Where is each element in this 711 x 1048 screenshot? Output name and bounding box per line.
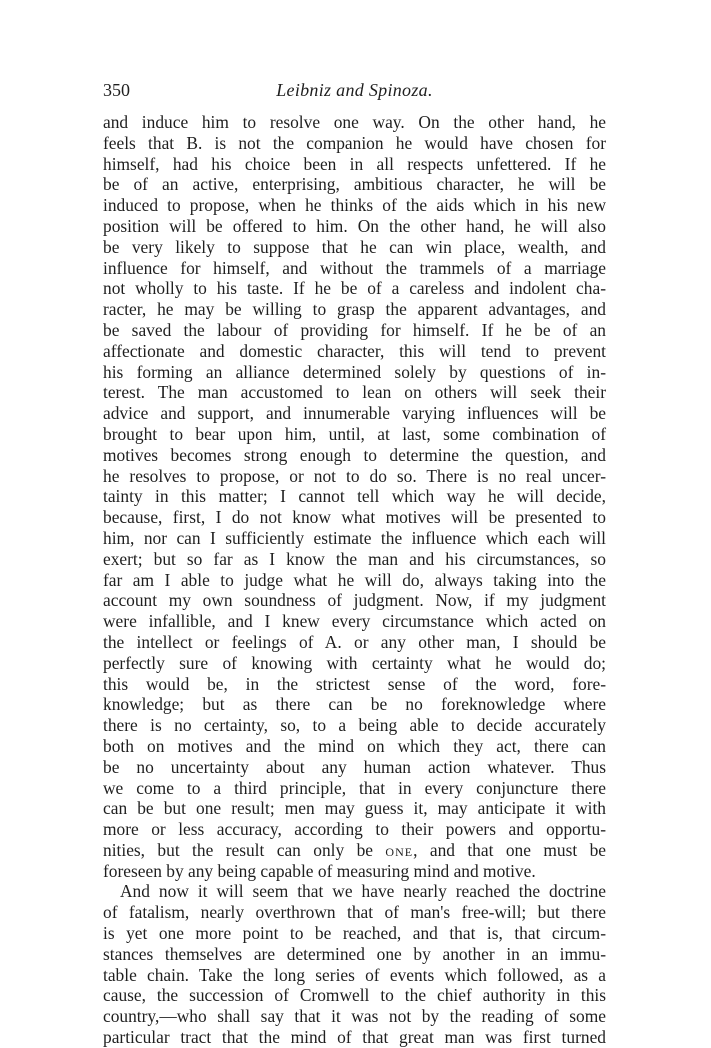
page-number: 350 [103,80,130,100]
text-line: influence for himself, and without the trammels of a marriage [103,257,606,278]
text-line: because, first, I do not know what motives will be presented to [103,507,606,528]
text-line: advice and support, and innumerable varying influences will be [103,403,606,424]
text-line: is yet one more point to be reached, and that is, that circum- [103,923,606,944]
text-segment: , and that one must be [413,839,606,860]
text-line: more or less accuracy, according to their powers and opportu- [103,819,606,840]
text-line: terest. The man accustomed to lean on others will seek their [103,382,606,403]
text-line: affectionate and domestic character, this will tend to prevent [103,340,606,361]
text-line: and induce him to resolve one way. On the other hand, he [103,112,606,132]
text-line: stances themselves are determined one by another in an immu- [103,943,606,964]
text-line: far am I able to judge what he will do, always taking into the [103,569,606,590]
text-line: himself, had his choice been in all respects unfettered. If he [103,153,606,174]
text-line: he resolves to propose, or not to do so. There is no real uncer- [103,465,606,486]
text-line: of fatalism, nearly overthrown that of man's free-will; but there [103,902,606,923]
text-line: account my own soundness of judgment. Now, if my judgment [103,590,606,611]
text-line: there is no certainty, so, to a being able to decide accurately [103,715,606,736]
text-line: knowledge; but as there can be no foreknowledge where [103,694,606,715]
text-line: perfectly sure of knowing with certainty what he would do; [103,652,606,673]
text-line: induced to propose, when he thinks of the aids which in his new [103,195,606,216]
text-line: exert; but so far as I know the man and his circumstances, so [103,548,606,569]
text-line: can be but one result; men may guess it, may anticipate it with [103,798,606,819]
paragraph-2 [103,881,606,1047]
text-line: tainty in this matter; I cannot tell which way he will decide, [103,486,606,507]
text-line: And now it will seem that we have nearly reached the doctrine [120,881,606,902]
text-line: table chain. Take the long series of events which followed, as a [103,964,606,985]
text-line: both on motives and the mind on which they act, there can [103,735,606,756]
text-line: his forming an alliance determined solely by questions of in- [103,361,606,382]
text-line: be very likely to suppose that he can win place, wealth, and [103,236,606,257]
text-line: this would be, in the strictest sense of the word, fore- [103,673,606,694]
text-line: cause, the succession of Cromwell to the chief authority in this [103,985,606,1006]
text-segment: nities, but the result can only be [103,839,374,860]
text-line: racter, he may be willing to grasp the apparent advantages, and [103,299,606,320]
paragraph-1 [103,112,606,881]
book-page [103,80,606,1048]
text-line: country,—who shall say that it was not by the reading of some [103,1006,606,1027]
running-title: Leibniz and Spinoza. [276,80,433,100]
running-head [103,80,606,106]
text-line: were infallible, and I knew every circumstance which acted on [103,611,606,632]
text-line-with-emphasis [103,840,606,861]
text-line: be of an active, enterprising, ambitious character, he will be [103,174,606,195]
text-line: him, nor can I sufficiently estimate the influence which each will [103,527,606,548]
body-text [103,112,606,1048]
text-line: foreseen by any being capable of measuring mind and motive. [103,860,536,881]
text-line: brought to bear upon him, until, at last, some combination of [103,423,606,444]
text-line: we come to a third principle, that in every conjuncture there [103,777,606,798]
text-line: not wholly to his taste. If he be of a careless and indolent cha- [103,278,606,299]
text-line: be saved the labour of providing for himself. If he be of an [103,319,606,340]
text-line: be no uncertainty about any human action whatever. Thus [103,756,606,777]
text-line: position will be offered to him. On the other hand, he will also [103,215,606,236]
text-line: motives becomes strong enough to determine the question, and [103,444,606,465]
emphasis-word: one [385,839,414,860]
text-line: particular tract that the mind of that great man was first turned [103,1027,606,1048]
text-line: feels that B. is not the companion he would have chosen for [103,132,606,153]
text-line: the intellect or feelings of A. or any other man, I should be [103,631,606,652]
